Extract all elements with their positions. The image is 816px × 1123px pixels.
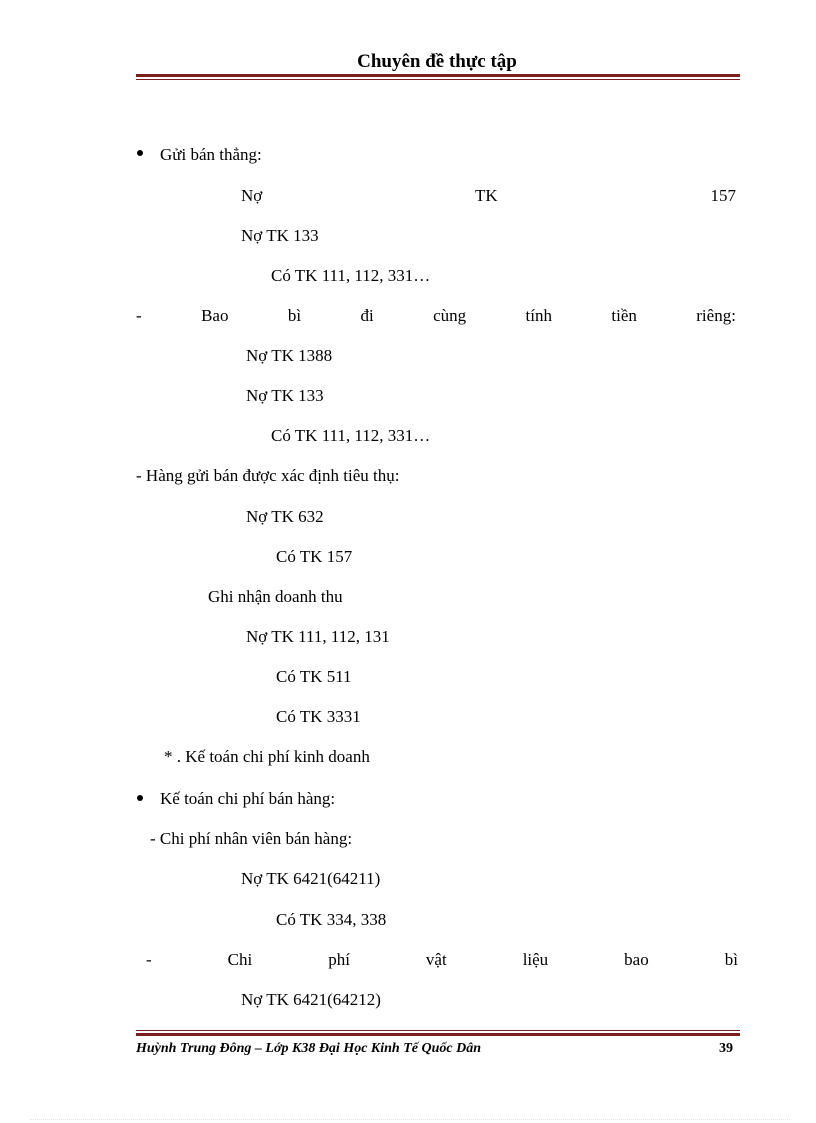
word: Bao	[201, 306, 229, 325]
word: cùng	[433, 306, 467, 325]
entry-line: Nợ TK 111, 112, 131	[246, 627, 390, 646]
bullet-item-ke-toan-chi-phi-ban-hang: Kế toán chi phí bán hàng:	[160, 789, 336, 808]
entry-line: Có TK 111, 112, 331…	[271, 426, 431, 445]
entry-line: Có TK 111, 112, 331…	[271, 266, 431, 285]
word: phí	[328, 950, 350, 969]
entry-line: Nợ TK 1388	[246, 346, 333, 365]
word: 157	[710, 186, 736, 205]
word: TK	[475, 186, 498, 205]
word: tính	[525, 306, 552, 325]
page-title: Chuyên đề thực tập	[357, 51, 517, 72]
footer-rule-thin	[136, 1030, 740, 1031]
word: -	[146, 950, 152, 969]
header-rule	[136, 74, 740, 77]
header-rule-thin	[136, 79, 740, 80]
section-heading: * . Kế toán chi phí kinh doanh	[164, 747, 370, 766]
justified-line-bao-bi	[136, 307, 736, 324]
entry-line: Nợ TK 133	[241, 226, 319, 245]
paragraph-line: Ghi nhận doanh thu	[208, 587, 343, 606]
word: đi	[360, 306, 374, 325]
page-bottom-border	[30, 1119, 790, 1120]
page-number: 39	[719, 1041, 733, 1056]
word: tiền	[611, 306, 637, 325]
justified-line-chi-phi-vat-lieu	[146, 951, 738, 968]
bullet-icon	[137, 150, 143, 156]
word: liệu	[522, 950, 549, 969]
footer-author: Huỳnh Trung Đông – Lớp K38 Đại Học Kinh Tế Quốc Dân	[136, 1041, 481, 1056]
word: -	[136, 306, 142, 325]
footer-rule	[136, 1033, 740, 1036]
entry-line: Nợ TK 6421(64211)	[241, 869, 381, 888]
entry-line: Nợ TK 6421(64212)	[241, 990, 381, 1009]
word: bì	[287, 306, 302, 325]
word: Nợ	[241, 186, 263, 205]
word: riêng:	[696, 306, 736, 325]
word: bì	[724, 950, 738, 969]
bullet-icon	[137, 795, 143, 801]
justified-line-no-tk-157	[241, 187, 736, 204]
entry-line: Có TK 334, 338	[276, 910, 387, 929]
entry-line: Nợ TK 632	[246, 507, 324, 526]
paragraph-line: - Hàng gửi bán được xác định tiêu thụ:	[136, 466, 400, 485]
bullet-item-gui-ban-thang: Gửi bán thẳng:	[160, 145, 262, 164]
entry-line: Có TK 511	[276, 667, 352, 686]
word: Chi	[227, 950, 253, 969]
paragraph-line: - Chi phí nhân viên bán hàng:	[150, 829, 353, 848]
word: vật	[425, 950, 447, 969]
entry-line: Nợ TK 133	[246, 386, 324, 405]
word: bao	[624, 950, 649, 969]
entry-line: Có TK 3331	[276, 707, 361, 726]
entry-line: Có TK 157	[276, 547, 353, 566]
